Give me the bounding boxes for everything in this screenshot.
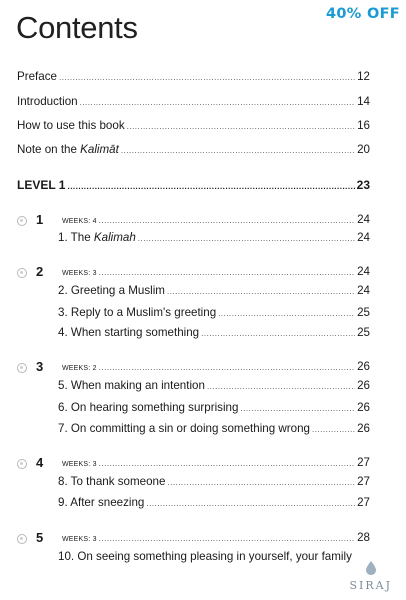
leader-dots <box>67 180 354 194</box>
toc-entry-label: How to use this book <box>17 119 125 132</box>
leader-dots <box>99 266 355 280</box>
unit-weeks-row <box>62 456 370 472</box>
toc-entry-label: 5. When making an intention <box>58 379 205 392</box>
toc-entry-preface <box>17 70 370 85</box>
toc-entry-page: 25 <box>357 326 370 339</box>
toc-entry-how-to-use <box>17 119 370 134</box>
unit-weeks-row <box>62 213 370 229</box>
toc-entry-label: 3. Reply to a Muslim's greeting <box>58 306 217 319</box>
leader-dots <box>127 120 355 134</box>
leader-dots <box>99 361 355 375</box>
leader-dots <box>312 423 355 437</box>
toc-entry-pleasing <box>58 550 370 564</box>
unit-marker-icon <box>17 216 27 226</box>
toc-entry-sneezing <box>58 496 370 511</box>
toc-entry-starting <box>58 326 370 341</box>
leader-dots <box>207 380 355 394</box>
leader-dots <box>201 327 355 341</box>
toc-entry-note-on-kalimat <box>17 143 370 158</box>
label-italic: Kalimāt <box>80 143 119 156</box>
unit-number: 1 <box>36 212 44 227</box>
toc-entry-surprising <box>58 401 370 416</box>
unit-number: 2 <box>36 264 44 279</box>
unit-marker-icon <box>17 534 27 544</box>
leader-dots <box>99 532 355 546</box>
leader-dots <box>167 476 355 490</box>
toc-entry-greeting <box>58 284 370 299</box>
leader-dots <box>240 402 355 416</box>
leader-dots <box>59 71 355 85</box>
toc-entry-intention <box>58 379 370 394</box>
unit-weeks: WEEKS: 3 <box>62 536 97 543</box>
watermark-text: SIRAJ <box>349 579 392 592</box>
unit-number: 5 <box>36 530 44 545</box>
toc-entry-page: 16 <box>357 119 370 132</box>
unit-weeks: WEEKS: 4 <box>62 218 97 225</box>
toc-entry-label: 10. On seeing something pleasing in yourself, your family <box>58 550 352 563</box>
unit-number: 4 <box>36 455 44 470</box>
discount-badge: 40% OFF <box>326 6 400 22</box>
toc-entry-page: 12 <box>357 70 370 83</box>
leader-dots <box>218 307 355 321</box>
toc-entry-kalimah <box>58 231 370 246</box>
toc-entry-page: 26 <box>357 401 370 414</box>
toc-entry-label: 6. On hearing something surprising <box>58 401 239 414</box>
label-prefix: Note on the <box>17 143 81 156</box>
leader-dots <box>167 285 355 299</box>
label-prefix: 1. The <box>58 231 94 244</box>
toc-entry-label: 7. On committing a sin or doing something wrong <box>58 422 310 435</box>
unit-weeks-page: 26 <box>357 360 370 373</box>
level-page: 23 <box>356 178 370 192</box>
toc-level-1 <box>17 178 370 194</box>
toc-entry-label: 4. When starting something <box>58 326 200 339</box>
unit-weeks: WEEKS: 3 <box>62 270 97 277</box>
toc-entry-page: 26 <box>357 422 370 435</box>
toc-entry-page: 25 <box>357 306 370 319</box>
page-title: Contents <box>16 10 138 45</box>
unit-weeks-row <box>62 531 370 547</box>
unit-marker-icon <box>17 268 27 278</box>
toc-entry-thank <box>58 475 370 490</box>
toc-entry-label <box>17 143 119 157</box>
label-italic: Kalimah <box>93 231 136 244</box>
leader-dots <box>80 96 356 110</box>
unit-weeks: WEEKS: 3 <box>62 461 97 468</box>
leader-dots <box>121 144 355 158</box>
unit-weeks-page: 24 <box>357 265 370 278</box>
toc-entry-page: 20 <box>357 143 370 156</box>
unit-marker-icon <box>17 459 27 469</box>
toc-entry-label: 8. To thank someone <box>58 475 166 488</box>
leader-dots <box>146 497 355 511</box>
siraj-watermark <box>349 561 392 594</box>
toc-entry-label: 9. After sneezing <box>58 496 145 509</box>
leader-dots <box>99 457 355 471</box>
unit-number: 3 <box>36 359 44 374</box>
unit-weeks-row <box>62 265 370 281</box>
level-label: LEVEL 1 <box>17 178 66 192</box>
toc-entry-page: 26 <box>357 379 370 392</box>
toc-entry-page: 24 <box>357 284 370 297</box>
toc-entry-page: 24 <box>357 231 370 244</box>
toc-entry-label: 2. Greeting a Muslim <box>58 284 165 297</box>
unit-marker-icon <box>17 363 27 373</box>
unit-weeks-page: 27 <box>357 456 370 469</box>
toc-entry-page: 27 <box>357 475 370 488</box>
unit-weeks: WEEKS: 2 <box>62 365 97 372</box>
toc-entry-reply-greeting <box>58 306 370 321</box>
leader-dots <box>138 232 355 246</box>
toc-entry-page: 14 <box>357 95 370 108</box>
droplet-logo-icon <box>365 561 377 575</box>
toc-entry-label <box>58 231 136 245</box>
toc-entry-label: Introduction <box>17 95 78 108</box>
toc-entry-introduction <box>17 95 370 110</box>
unit-weeks-row <box>62 360 370 376</box>
toc-entry-page: 27 <box>357 496 370 509</box>
unit-weeks-page: 24 <box>357 213 370 226</box>
leader-dots <box>99 214 355 228</box>
unit-weeks-page: 28 <box>357 531 370 544</box>
toc-entry-sin <box>58 422 370 437</box>
toc-entry-label: Preface <box>17 70 57 83</box>
